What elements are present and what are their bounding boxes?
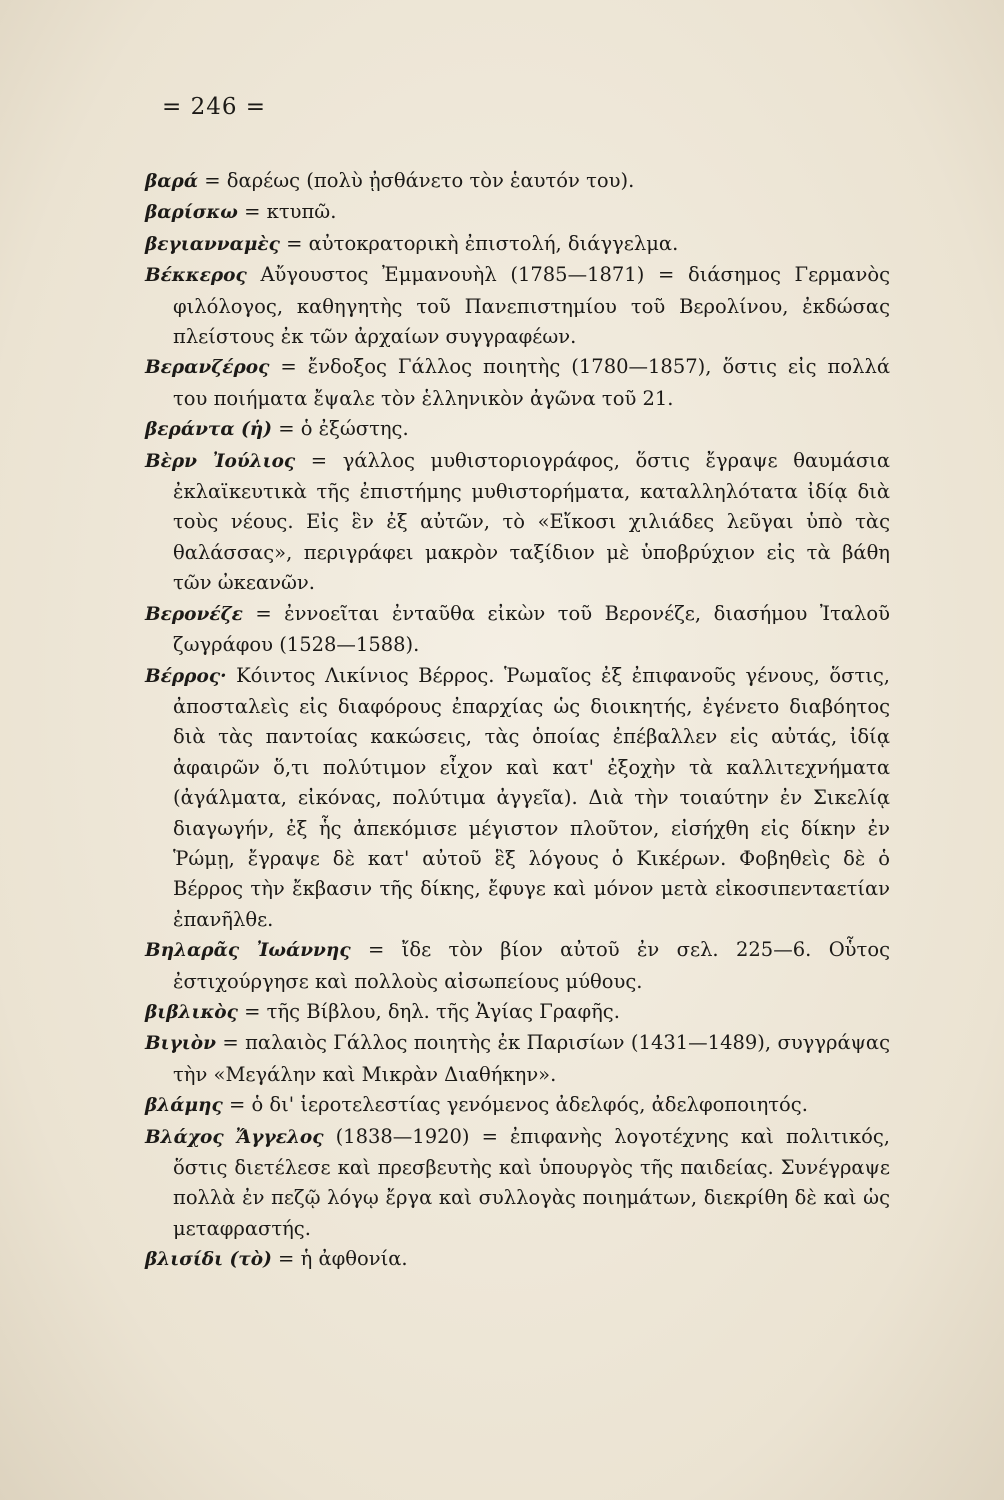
entry-text: = γάλλος μυθιστοριογράφος, ὅστις ἔγραψε θαυμάσια ἐκλαϊκευτικὰ τῆς ἐπιστήμης μυθιστορήματα, καταλληλότατα ἰδίᾳ διὰ τοὺς νέους. Εἰς ἓν ἐξ αὐτῶν, τὸ «Εἴκοσι χιλιάδες λεῦγαι ὑπὸ τὰς θαλάσσας», περιγράφει μακρὸν ταξίδιον μὲ ὑποβρύχιον εἰς τὰ βάθη τῶν ὠκεανῶν. <box>173 448 890 595</box>
entry-headword: βαρίσκω <box>145 202 238 224</box>
entry-text: Κόιντος Λικίνιος Βέρρος. Ῥωμαῖος ἐξ ἐπιφανοῦς γένους, ὅστις, ἀποσταλεὶς εἰς διαφόρους ἐπαρχίας ὡς διοικητής, ἐγένετο διαβόητος διὰ τὰς παντοίας κακώσεις, τὰς ὁποίας ἐπέβαλλεν εἰς αὐτάς, ἰδίᾳ ἀφαιρῶν ὅ,τι πολύτιμον εἶχον καὶ κατ' ἐξοχὴν τὰ καλλιτεχνήματα (ἀγάλματα, εἰκόνας, πολύτιμα ἀγγεῖα). Διὰ τὴν τοιαύτην ἐν Σικελίᾳ διαγωγήν, ἐξ ἧς ἀπεκόμισε μέγιστον πλοῦτον, εἰσήχθη εἰς δίκην ἐν Ῥώμῃ, ἔγραψε δὲ κατ' αὐτοῦ ἓξ λόγους ὁ Κικέρων. Φοβηθεὶς δὲ ὁ Βέρρος τὴν ἔκβασιν τῆς δίκης, ἔφυγε καὶ μόνον μετὰ εἰκοσιπενταετίαν ἐπανῆλθε. <box>173 663 890 931</box>
entry-text: = κτυπῶ. <box>237 200 337 224</box>
glossary-entry <box>145 599 890 661</box>
entry-headword: βιβλικὸς <box>145 1001 238 1023</box>
entry-headword: βεγιανναμὲς <box>145 233 280 255</box>
entry-headword: Βέρρος· <box>145 665 227 687</box>
page-number: = 246 = <box>162 94 267 120</box>
glossary-entry <box>145 352 890 414</box>
glossary-entry <box>145 1090 890 1121</box>
glossary-entry <box>145 935 890 997</box>
entry-headword: Βιγιὸν <box>145 1033 216 1055</box>
glossary-entry <box>145 661 890 936</box>
entry-headword: Βερονέζε <box>145 603 243 625</box>
glossary-entry <box>145 1122 890 1245</box>
entry-text: = ὁ ἐξώστης. <box>272 417 409 441</box>
entry-text: = ἔνδοξος Γάλλος ποιητὴς (1780—1857), ὅστις εἰς πολλά του ποιήματα ἔψαλε τὸν ἑλληνικὸν ἀγῶνα τοῦ 21. <box>173 355 890 410</box>
entry-text: = ἐννοεῖται ἐνταῦθα εἰκὼν τοῦ Βερονέζε, διασήμου Ἰταλοῦ ζωγράφου (1528—1588). <box>173 601 890 657</box>
entry-headword: Βηλαρᾶς Ἰωάννης <box>145 940 351 962</box>
entry-headword: Βέκκερος <box>145 265 247 287</box>
glossary-entry <box>145 414 890 445</box>
entry-headword: βαρά <box>145 171 199 192</box>
entry-text: = δαρέως (πολὺ ᾐσθάνετο τὸν ἑαυτόν του). <box>198 169 635 192</box>
entry-text: = τῆς Βίβλου, δηλ. τῆς Ἁγίας Γραφῆς. <box>237 999 620 1023</box>
glossary-text <box>145 166 890 1276</box>
entry-headword: βλάμης <box>145 1095 223 1117</box>
glossary-entry <box>145 997 890 1028</box>
entry-text: = ἡ ἀφθονία. <box>271 1247 408 1271</box>
entry-text: Αὔγουστος Ἐμμανουὴλ (1785—1871) = διάσημος Γερμανὸς φιλόλογος, καθηγητὴς τοῦ Πανεπιστημίου τοῦ Βερολίνου, ἐκδώσας πλείστους ἐκ τῶν ἀρχαίων συγγραφέων. <box>173 263 890 349</box>
glossary-entry <box>145 1028 890 1090</box>
glossary-entry <box>145 260 890 352</box>
entry-headword: Βὲρν Ἰούλιος <box>145 450 296 472</box>
entry-headword: βλισίδι (τὸ) <box>145 1249 272 1271</box>
glossary-entry <box>145 446 890 599</box>
entry-headword: Βλάχος Ἄγγελος <box>145 1126 324 1148</box>
glossary-entry <box>145 197 890 228</box>
entry-text: = αὐτοκρατορικὴ ἐπιστολή, διάγγελμα. <box>279 231 679 255</box>
glossary-entry <box>145 1244 890 1275</box>
entry-headword: βεράντα (ἡ) <box>145 419 272 441</box>
entry-headword: Βερανζέρος <box>145 357 270 379</box>
glossary-entry <box>145 229 890 260</box>
entry-text: = παλαιὸς Γάλλος ποιητὴς ἐκ Παρισίων (1431—1489), συγγράψας τὴν «Μεγάλην καὶ Μικρὰν Διαθήκην». <box>173 1031 890 1086</box>
entry-text: = ὁ δι' ἱεροτελεστίας γενόμενος ἀδελφός, ἀδελφοποιητός. <box>222 1093 808 1117</box>
glossary-entry <box>145 166 890 197</box>
entry-text: = ἴδε τὸν βίον αὐτοῦ ἐν σελ. 225—6. Οὗτος ἐστιχούργησε καὶ πολλοὺς αἰσωπείους μύθους. <box>173 938 890 993</box>
entry-text: (1838—1920) = ἐπιφανὴς λογοτέχνης καὶ πολιτικός, ὅστις διετέλεσε καὶ πρεσβευτὴς καὶ ὑπουργὸς τῆς παιδείας. Συνέγραψε πολλὰ ἐν πεζῷ λόγῳ ἔργα καὶ συλλογὰς ποιημάτων, διεκρίθη δὲ καὶ ὡς μεταφραστής. <box>173 1124 890 1240</box>
